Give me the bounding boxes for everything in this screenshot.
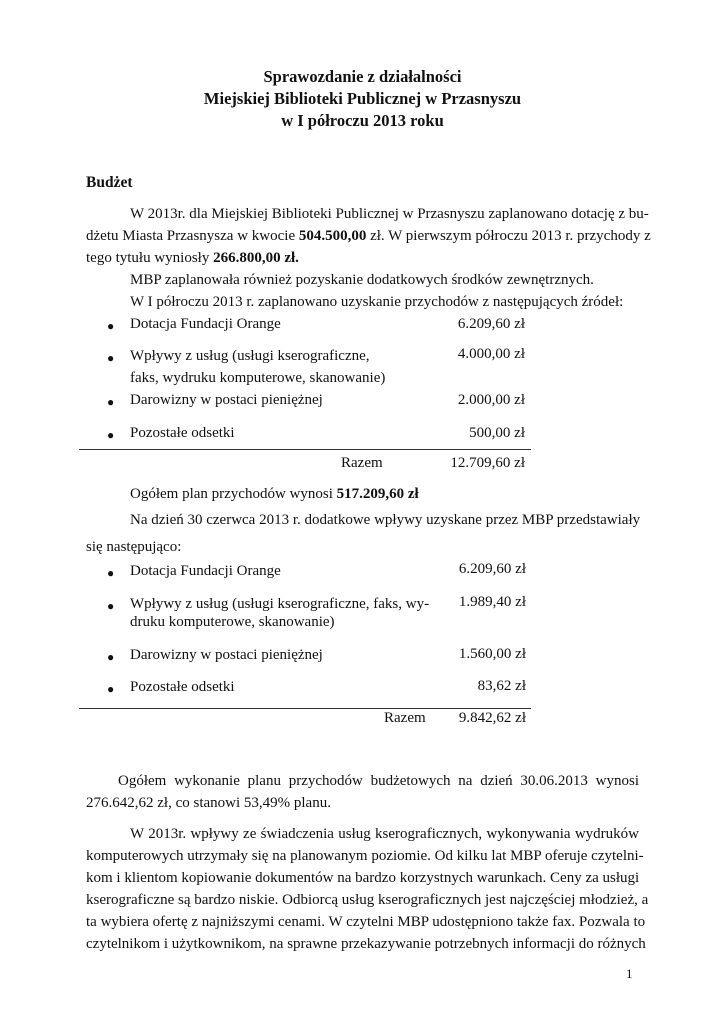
plan-item-label: Pozostałe odsetki [130, 425, 235, 441]
actual-total-label: Razem [384, 710, 426, 726]
section-heading-budget: Budżet [86, 174, 133, 191]
plan-overall-text: Ogółem plan przychodów wynosi [130, 486, 337, 502]
actual-item-amount: 83,62 zł [477, 678, 526, 694]
actual-item-label-continued: druku komputerowe, skanowanie) [130, 614, 335, 630]
bullet-icon: ● [107, 599, 115, 613]
bullet-icon: ● [107, 650, 115, 664]
actual-item-amount: 1.560,00 zł [458, 646, 526, 662]
execution-line-1: Ogółem wykonanie planu przychodów budżetowych na dzień 30.06.2013 wynosi [118, 773, 639, 789]
actual-item-label: Dotacja Fundacji Orange [130, 563, 281, 579]
services-line-5: ta wybiera ofertę z najniższymi cenami. W czytelni MBP udostępniono także fax. Pozwala to [86, 914, 646, 930]
plan-overall-amount: 517.209,60 zł [336, 486, 419, 502]
actual-total-amount: 9.842,62 zł [458, 710, 526, 726]
bullet-icon: ● [107, 351, 115, 365]
budget-amount: 504.500,00 [298, 228, 367, 244]
table-rule [79, 449, 531, 450]
table-rule [79, 708, 531, 709]
bullet-icon: ● [107, 428, 115, 442]
services-line-4: kserograficzne są bardzo niskie. Odbiorcą usług kserograficznych jest najczęściej młodzież, a [86, 892, 649, 908]
june-line-2: się następująco: [86, 539, 182, 555]
services-line-2: komputerowych utrzymały się na planowanym poziomie. Od kilku lat MBP oferuje czytelni- [86, 848, 644, 864]
actual-item-amount: 6.209,60 zł [458, 561, 526, 577]
plan-item-label-continued: faks, wydruku komputerowe, skanowanie) [130, 370, 386, 386]
actual-item-label: Pozostałe odsetki [130, 679, 235, 695]
services-line-1: W 2013r. wpływy ze świadczenia usług kserograficznych, wykonywania wydruków [130, 826, 639, 842]
intro-line-2 [86, 228, 651, 245]
intro-line-5: W I półroczu 2013 r. zaplanowano uzyskanie przychodów z następujących źródeł: [130, 294, 624, 310]
bullet-icon: ● [107, 566, 115, 580]
june-line-1: Na dzień 30 czerwca 2013 r. dodatkowe wpływy uzyskane przez MBP przedstawiały [130, 512, 641, 528]
intro-line-2-text-a: dżetu Miasta Przasnysza w kwocie [86, 228, 299, 244]
plan-item-label: Dotacja Fundacji Orange [130, 316, 281, 332]
plan-item-amount: 2.000,00 zł [457, 392, 525, 408]
bullet-icon: ● [107, 682, 115, 696]
bullet-icon: ● [107, 319, 115, 333]
intro-line-2-text-c: zł. W pierwszym półroczu 2013 r. przychody z [366, 228, 651, 244]
plan-item-amount: 6.209,60 zł [457, 316, 525, 332]
title-line-3: w I półroczu 2013 roku [281, 111, 444, 130]
intro-line-3 [86, 250, 299, 267]
services-line-3: kom i klientom kopiowanie dokumentów na bardzo korzystnych warunkach. Ceny za usługi [86, 870, 640, 886]
plan-item-amount: 500,00 zł [469, 425, 525, 441]
intro-line-3-text-a: tego tytułu wyniosły [86, 250, 214, 266]
bullet-icon: ● [107, 395, 115, 409]
intro-line-1: W 2013r. dla Miejskiej Biblioteki Publicznej w Przasnyszu zaplanowano dotację z bu- [130, 206, 649, 222]
actual-item-amount: 1.989,40 zł [458, 594, 526, 610]
title-line-2: Miejskiej Biblioteki Publicznej w Przasnyszu [203, 89, 522, 108]
services-line-6: czytelnikom i użytkownikom, na sprawne przekazywanie potrzebnych informacji do różnych [86, 936, 646, 952]
plan-total-label: Razem [341, 455, 383, 471]
plan-total-amount: 12.709,60 zł [450, 455, 525, 471]
plan-item-amount: 4.000,00 zł [457, 346, 525, 362]
execution-line-2: 276.642,62 zł, co stanowi 53,49% planu. [86, 795, 331, 811]
intro-line-4: MBP zaplanowała również pozyskanie dodatkowych środków zewnętrznych. [130, 272, 594, 288]
received-amount: 266.800,00 zł. [213, 250, 299, 266]
actual-item-label: Wpływy z usług (usługi kserograficzne, faks, wy- [130, 596, 430, 612]
plan-item-label: Darowizny w postaci pieniężnej [130, 392, 323, 408]
title-line-1: Sprawozdanie z działalności [263, 67, 462, 86]
plan-overall [130, 486, 419, 503]
page-number: 1 [626, 966, 633, 981]
actual-item-label: Darowizny w postaci pieniężnej [130, 647, 323, 663]
plan-item-label: Wpływy z usług (usługi kserograficzne, [130, 348, 370, 364]
